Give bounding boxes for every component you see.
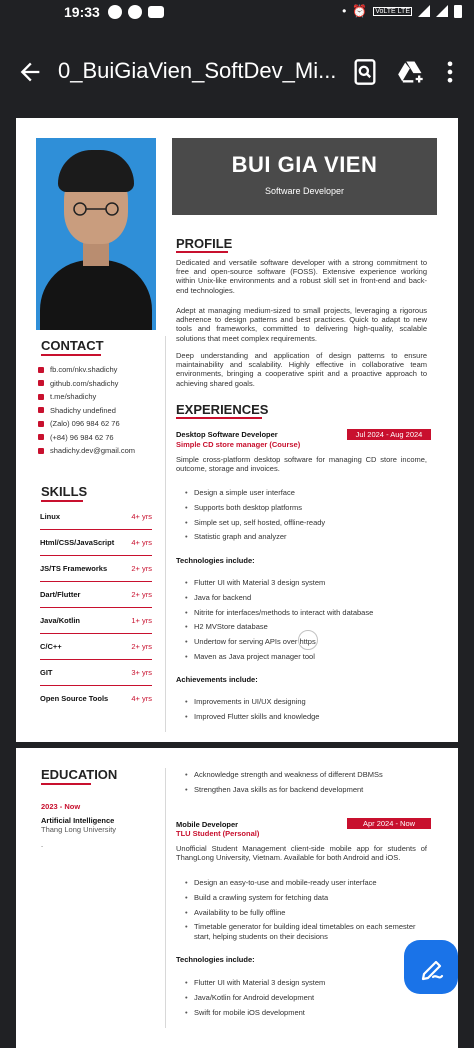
education-heading: EDUCATION <box>41 767 118 782</box>
dot-icon: • <box>342 4 347 18</box>
job-subtitle: TLU Student (Personal) <box>176 829 260 838</box>
annotate-fab-button[interactable] <box>404 940 458 994</box>
alarm-icon: ⏰ <box>352 4 368 18</box>
list-item: • Swift for mobile iOS development <box>180 1008 430 1023</box>
mail-icon <box>38 448 44 454</box>
mobile-icon <box>38 434 44 440</box>
education-degree: Artificial Intelligence <box>41 816 115 825</box>
skill-item: Dart/Flutter 2+ yrs <box>40 582 152 608</box>
back-arrow-icon[interactable] <box>16 58 44 86</box>
list-item: • Acknowledge strength and weakness of different DBMSs <box>180 770 430 785</box>
messenger-icon <box>108 5 122 19</box>
profile-paragraph: Dedicated and versatile software developer with a strong commitment to free and open-source software (FOSS). Extensive experience working within Unix-like environments and a robust skill set in front-end and back-end technologies. <box>176 258 427 295</box>
contact-facebook[interactable]: fb.com/nkv.shadichy <box>38 363 158 377</box>
list-item: • Nitrite for interfaces/methods to interact with database <box>180 608 430 623</box>
status-time: 19:33 <box>64 4 100 20</box>
list-item: • Maven as Java project manager tool <box>180 652 430 667</box>
experiences-heading: EXPERIENCES <box>176 402 269 417</box>
pdf-page-2[interactable] <box>16 748 458 1048</box>
profile-paragraph: Adept at managing medium-sized to small projects, leveraging a rigorous adherence to design patterns and best practices. Quick to adapt to new tools and frameworks, committed to delivering high-quality, scalable solutions that meet complex requirements. <box>176 306 427 343</box>
edit-pen-icon <box>404 940 458 994</box>
contact-zalo[interactable]: (Zalo) 096 984 62 76 <box>38 417 158 431</box>
list-item: • Flutter UI with Material 3 design system <box>180 578 430 593</box>
loading-spinner-icon <box>298 630 318 650</box>
contact-email[interactable]: shadichy.dev@gmail.com <box>38 444 158 458</box>
education-dot: . <box>41 840 44 849</box>
contact-heading: CONTACT <box>41 338 104 353</box>
job-title: Mobile Developer <box>176 820 239 829</box>
pdf-page-1[interactable] <box>16 118 458 742</box>
job-bullets <box>180 878 434 948</box>
list-item: • Improved Flutter skills and knowledge <box>180 712 430 727</box>
job-title: Desktop Software Developer <box>176 430 278 439</box>
signal-icon <box>418 5 430 17</box>
battery-icon <box>454 4 462 18</box>
education-underline <box>41 783 91 785</box>
experiences-underline <box>176 417 262 419</box>
app-toolbar <box>0 46 474 102</box>
achievement-bullets <box>180 697 430 727</box>
job-bullets <box>180 488 430 547</box>
find-in-page-icon[interactable] <box>351 58 379 86</box>
skill-item: Html/CSS/JavaScript 4+ yrs <box>40 530 152 556</box>
technology-bullets <box>180 978 430 1022</box>
job-subtitle: Simple CD store manager (Course) <box>176 440 301 449</box>
list-item: • Supports both desktop platforms <box>180 503 430 518</box>
skill-item: GIT 3+ yrs <box>40 660 152 686</box>
skills-heading: SKILLS <box>41 484 88 499</box>
job-more-bullets <box>180 770 430 800</box>
phone-icon <box>38 421 44 427</box>
achievements-label: Achievements include: <box>176 675 258 684</box>
list-item: • Build a crawling system for fetching data <box>180 893 434 908</box>
job-description: Unofficial Student Management client-side mobile app for students of ThangLong University, Vietnam. Available for both Android and iOS. <box>176 844 427 863</box>
list-item: • Java/Kotlin for Android development <box>180 993 430 1008</box>
list-item: • Java for backend <box>180 593 430 608</box>
technologies-label: Technologies include: <box>176 955 255 964</box>
volte-badge: VoLTE LTE <box>375 7 410 15</box>
more-options-icon[interactable] <box>440 58 460 86</box>
list-item: • Strengthen Java skills as for backend development <box>180 785 430 800</box>
facebook-icon <box>38 367 44 373</box>
column-divider <box>165 768 166 1028</box>
list-item: • Undertow for serving APIs over https <box>180 637 430 652</box>
person-name: BUI GIA VIEN <box>231 152 378 177</box>
profile-heading: PROFILE <box>176 236 233 251</box>
education-period: 2023 - Now <box>41 802 81 811</box>
linkedin-icon <box>38 407 44 413</box>
messenger-icon <box>128 5 142 19</box>
skill-item: Linux 4+ yrs <box>40 504 152 530</box>
person-role: Software Developer <box>264 186 345 196</box>
list-item: • Statistic graph and analyzer <box>180 532 430 547</box>
list-item: • Timetable generator for building ideal timetables on each semester start, helping students on their decisions <box>180 922 434 948</box>
job-date-badge: Jul 2024 - Aug 2024 <box>347 429 431 440</box>
contact-underline <box>41 354 101 356</box>
education-school: Thang Long University <box>41 825 117 834</box>
technologies-label: Technologies include: <box>176 556 255 565</box>
list-item: • Design an easy-to-use and mobile-ready user interface <box>180 878 434 893</box>
contact-linkedin[interactable]: Shadichy undefined <box>38 404 158 418</box>
add-to-drive-icon[interactable] <box>397 58 425 86</box>
profile-underline <box>176 251 228 253</box>
list-item: • Design a simple user interface <box>180 488 430 503</box>
status-bar <box>0 0 474 26</box>
contact-telegram[interactable]: t.me/shadichy <box>38 390 158 404</box>
list-item: • Flutter UI with Material 3 design system <box>180 978 430 993</box>
github-icon <box>38 380 44 386</box>
contact-list <box>38 363 158 458</box>
list-item: • Availability to be fully offline <box>180 908 434 923</box>
skill-item: Java/Kotlin 1+ yrs <box>40 608 152 634</box>
document-title: 0_BuiGiaVien_SoftDev_Mi... <box>58 58 337 83</box>
job-date-badge: Apr 2024 - Now <box>347 818 431 829</box>
skills-underline <box>41 500 83 502</box>
signal-icon <box>436 5 448 17</box>
list-item: • Simple set up, self hosted, offline-ready <box>180 518 430 533</box>
skill-item: C/C++ 2+ yrs <box>40 634 152 660</box>
youtube-icon <box>148 6 164 18</box>
contact-github[interactable]: github.com/shadichy <box>38 377 158 391</box>
skills-list <box>40 504 152 711</box>
contact-mobile[interactable]: (+84) 96 984 62 76 <box>38 431 158 445</box>
profile-photo <box>36 138 156 330</box>
skill-item: Open Source Tools 4+ yrs <box>40 694 152 703</box>
name-header <box>172 138 437 215</box>
profile-paragraph: Deep understanding and application of design patterns to ensure maintainability and scalability. Highly effective in collaborative team environments, bringing a cooperative spirit and a proactive approach to achieving shared goals. <box>176 351 427 388</box>
job-description: Simple cross-platform desktop software for managing CD store income, outcome, storage and invoices. <box>176 455 427 474</box>
list-item: • H2 MVStore database <box>180 622 430 637</box>
telegram-icon <box>38 394 44 400</box>
column-divider <box>165 336 166 732</box>
skill-item: JS/TS Frameworks 2+ yrs <box>40 556 152 582</box>
list-item: • Improvements in UI/UX designing <box>180 697 430 712</box>
technology-bullets <box>180 578 430 667</box>
